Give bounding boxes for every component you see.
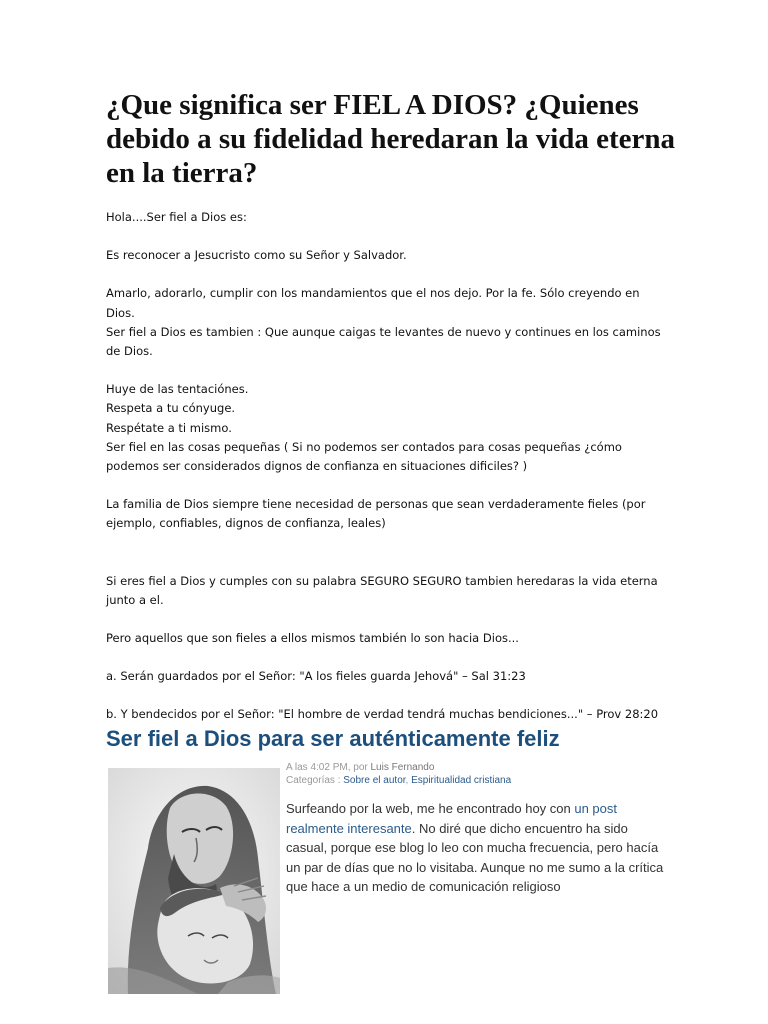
list-line-self: Respétate a ti mismo.: [106, 420, 232, 435]
blog-post-excerpt: [286, 799, 666, 897]
article-body: [106, 208, 666, 725]
categories-label: Categorías :: [286, 775, 344, 786]
paragraph-faithful-also: Ser fiel a Dios es tambien : Que aunque caigas te levantes de nuevo y continues en los caminos de Dios.: [106, 324, 661, 359]
post-text-rest: . No diré que dicho encuentro ha sido casual, porque ese blog lo leo con mucha frecuencia, pero hacía un par de días que no lo visitaba. Aunque no me sumo a la crítica que hace a un medio de comunicación religioso: [286, 820, 664, 895]
page-title: ¿Que significa ser FIEL A DIOS? ¿Quienes debido a su fidelidad heredaran la vida eterna en la tierra?: [106, 89, 676, 189]
post-text-start: Surfeando por la web, me he encontrado hoy con: [286, 801, 575, 816]
paragraph-verse-a: a. Serán guardados por el Señor: "A los fieles guarda Jehová" – Sal 31:23: [106, 669, 526, 684]
meta-prefix: A las 4:02 PM, por: [286, 762, 371, 773]
paragraph-recognize: Es reconocer a Jesucristo como su Señor y Salvador.: [106, 248, 407, 263]
category-link-author[interactable]: Sobre el autor: [343, 775, 406, 786]
paragraph-love: Amarlo, adorarlo, cumplir con los mandamientos que el nos dejo. Por la fe. Sólo creyendo en Dios.: [106, 286, 640, 320]
blog-meta-line: [286, 761, 686, 774]
blog-heading: Ser fiel a Dios para ser auténticamente feliz: [106, 726, 560, 751]
paragraph-greeting: Hola....Ser fiel a Dios es:: [106, 210, 247, 224]
meta-author: Luis Fernando: [370, 762, 435, 773]
blog-categories-line: [286, 774, 686, 787]
post-paragraph: [286, 799, 666, 897]
jesus-child-drawing: [108, 768, 280, 994]
category-link-spirituality[interactable]: Espiritualidad cristiana: [411, 775, 512, 786]
paragraph-eternal-life: Si eres fiel a Dios y cumples con su palabra SEGURO SEGURO tambien heredaras la vida eterna junto a el.: [106, 573, 658, 607]
paragraph-verse-b: b. Y bendecidos por el Señor: "El hombre de verdad tendrá muchas bendiciones..." – Prov 28:20: [106, 707, 659, 722]
list-line-temptation: Huye de las tentaciónes.: [106, 382, 249, 397]
list-line-small-things: Ser fiel en las cosas pequeñas ( Si no podemos ser contados para cosas pequeñas ¿cómo podemos ser considerados dignos de confianza en situaciones dificiles? ): [106, 439, 622, 474]
list-line-spouse: Respeta a tu cónyuge.: [106, 401, 236, 416]
blog-meta: [286, 761, 686, 787]
category-separator: ,: [405, 775, 412, 786]
paragraph-faithful-selves: Pero aquellos que son fieles a ellos mismos también lo son hacia Dios...: [106, 631, 519, 646]
paragraph-family: La familia de Dios siempre tiene necesidad de personas que sean verdaderamente fieles (por ejemplo, confiables, dignos de confianza, leales): [106, 497, 646, 531]
post-link[interactable]: un post realmente interesante: [286, 801, 618, 836]
